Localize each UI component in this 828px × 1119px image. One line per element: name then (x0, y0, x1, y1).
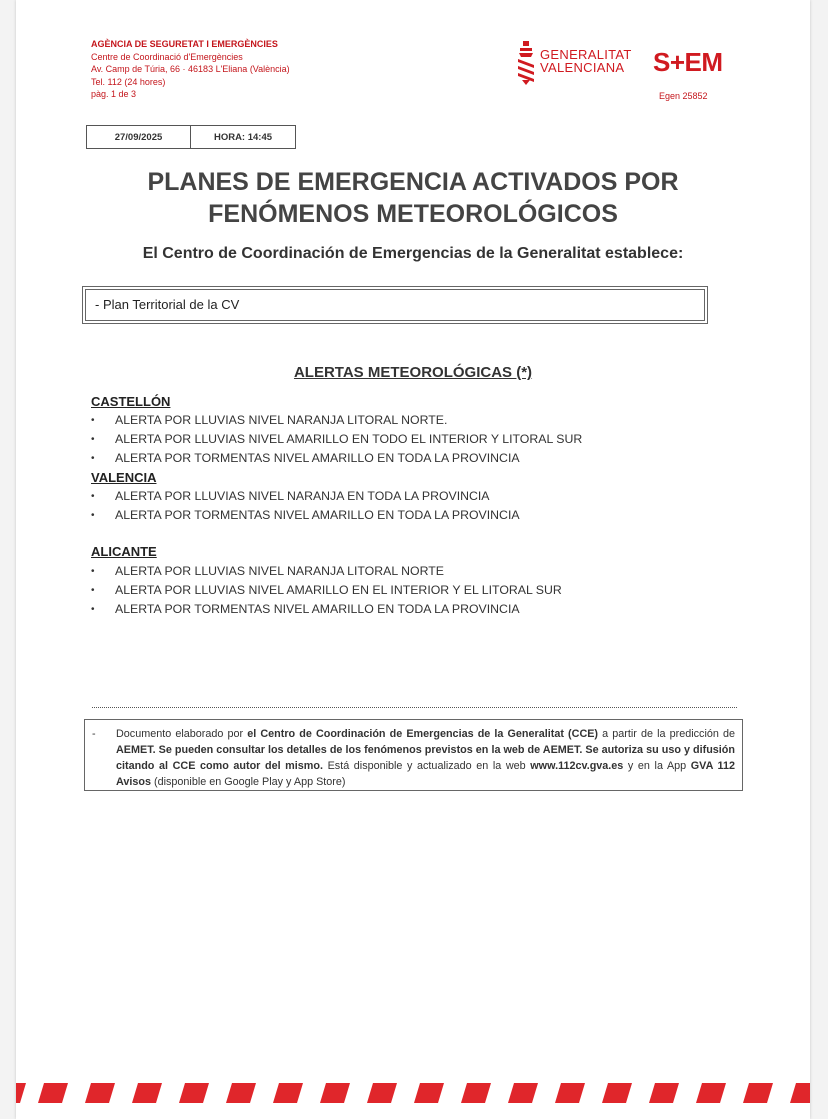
app-name: GVA 112 Avisos (116, 760, 735, 788)
time-value: HORA: 14:45 (213, 131, 273, 143)
bullet-icon: • (91, 566, 95, 577)
generalitat-emblem-icon (516, 40, 536, 86)
title-line-2: FENÓMENOS METEOROLÓGICOS (208, 200, 618, 228)
active-plan-text: - Plan Territorial de la CV (85, 289, 705, 321)
alert-item: • ALERTA POR TORMENTAS NIVEL AMARILLO EN TODA LA PROVINCIA (91, 600, 562, 619)
bullet-icon: • (91, 510, 95, 521)
agency-header (91, 38, 290, 101)
active-plan-box (82, 286, 708, 324)
alert-item: • ALERTA POR TORMENTAS NIVEL AMARILLO EN TODA LA PROVINCIA (91, 449, 582, 468)
alert-list-alicante (91, 562, 562, 619)
generalitat-line1: GENERALITAT (540, 47, 632, 62)
region-heading-valencia: VALENCIA (91, 470, 157, 485)
generalitat-line2: VALENCIANA (540, 60, 625, 75)
agency-name: AGÈNCIA DE SEGURETAT I EMERGÈNCIES (91, 39, 278, 49)
alert-item: • ALERTA POR LLUVIAS NIVEL AMARILLO EN EL INTERIOR Y EL LITORAL SUR (91, 581, 562, 600)
page-number: pàg. 1 de 3 (91, 89, 137, 100)
website-link[interactable]: www.112cv.gva.es (530, 760, 624, 772)
bullet-icon: • (91, 453, 95, 464)
page-title (100, 166, 726, 230)
alert-item: • ALERTA POR LLUVIAS NIVEL NARANJA LITORAL NORTE. (91, 411, 582, 430)
alerts-heading: ALERTAS METEOROLÓGICAS (*) (293, 364, 533, 381)
disclaimer-dash: - (92, 728, 96, 740)
alert-list-valencia (91, 487, 520, 525)
agency-phone: Tel. 112 (24 hores) (91, 76, 166, 87)
region-heading-castellon: CASTELLÓN (91, 394, 171, 409)
date-value: 27/09/2025 (87, 126, 191, 148)
bullet-icon: • (91, 434, 95, 445)
bullet-icon: • (91, 415, 95, 426)
title-line-1: PLANES DE EMERGENCIA ACTIVADOS POR (147, 168, 679, 196)
disclaimer-box (84, 719, 743, 791)
agency-center: Centre de Coordinació d'Emergències (91, 51, 243, 62)
sem-logo: S+EM (653, 47, 723, 77)
disclaimer-text: Documento elaborado por el Centro de Coordinación de Emergencias de la Generalitat (CCE) a partir de la predicción de AEMET. Se pueden consultar los detalles de los fenómenos previstos en la web de AEMET. Se autoriza su uso y difusión citando al CCE como autor del mismo. Está disponible y actualizado en la web www.112cv.gva.es y en la App GVA 112 Avisos (disponible en Google Play y App Store) (116, 728, 735, 788)
bullet-icon: • (91, 604, 95, 615)
page-subtitle: El Centro de Coordinación de Emergencias de la Generalitat establece: (142, 245, 684, 262)
date-time-box (86, 125, 296, 149)
dotted-separator (92, 707, 737, 708)
bullet-icon: • (91, 491, 95, 502)
red-stripe-border (0, 1083, 828, 1103)
alert-item: • ALERTA POR TORMENTAS NIVEL AMARILLO EN TODA LA PROVINCIA (91, 506, 520, 525)
agency-address: Av. Camp de Túria, 66 · 46183 L'Eliana (València) (91, 64, 290, 75)
alert-item: • ALERTA POR LLUVIAS NIVEL AMARILLO EN TODO EL INTERIOR Y LITORAL SUR (91, 430, 582, 449)
alert-list-castellon (91, 411, 582, 468)
bullet-icon: • (91, 585, 95, 596)
egen-reference: Egen 25852 (659, 91, 708, 101)
generalitat-wordmark (540, 48, 632, 74)
alert-item: • ALERTA POR LLUVIAS NIVEL NARANJA LITORAL NORTE (91, 562, 562, 581)
alert-item: • ALERTA POR LLUVIAS NIVEL NARANJA EN TODA LA PROVINCIA (91, 487, 520, 506)
region-heading-alicante: ALICANTE (91, 544, 157, 559)
generalitat-logo (516, 40, 636, 88)
